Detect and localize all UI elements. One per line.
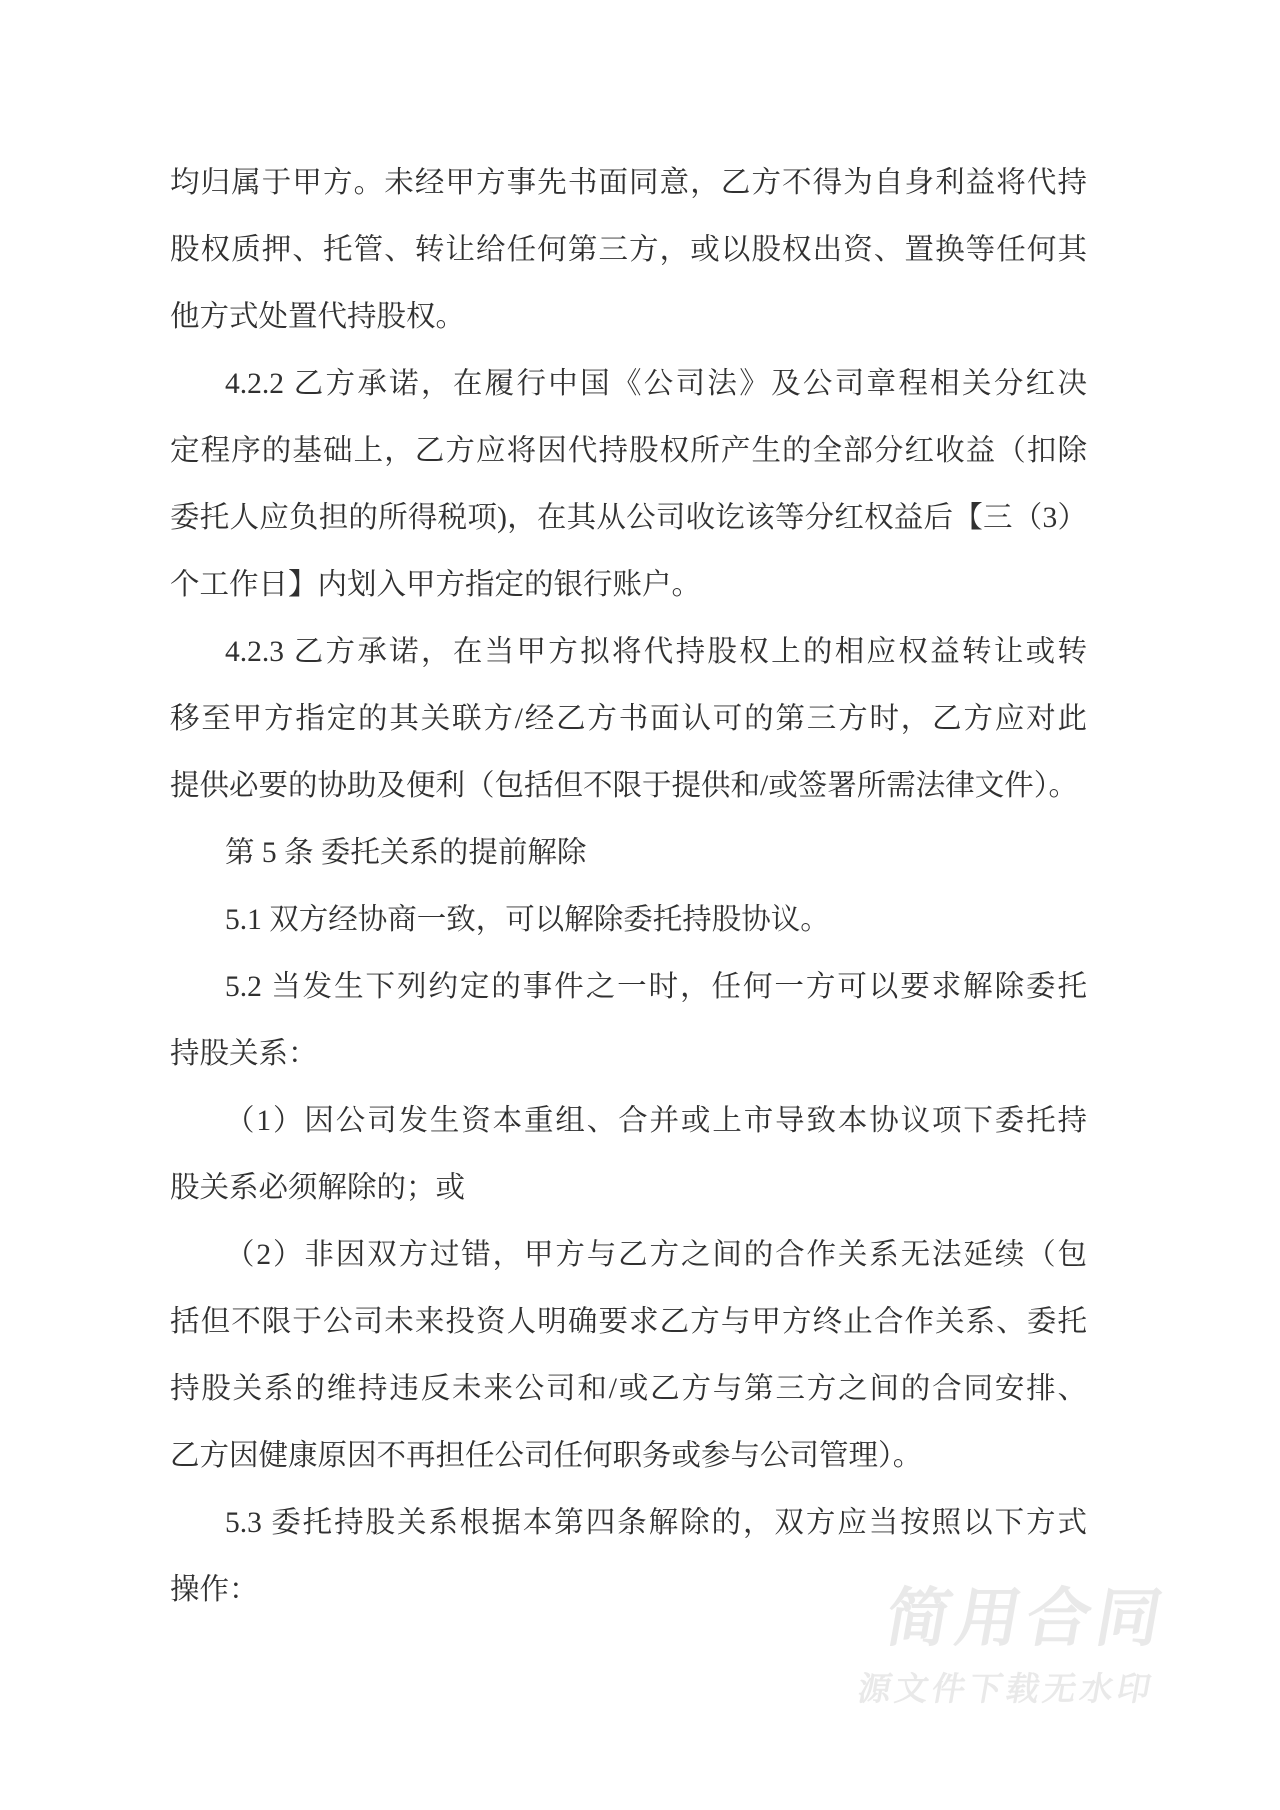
text-line: 均归属于甲方。未经甲方事先书面同意，乙方不得为自身利益将代持 xyxy=(170,167,1087,199)
text-line: 定程序的基础上，乙方应将因代持股权所产生的全部分红收益（扣除 xyxy=(170,435,1087,467)
text-line: 括但不限于公司未来投资人明确要求乙方与甲方终止合作关系、委托 xyxy=(170,1306,1087,1338)
text-line: 持股关系： xyxy=(170,1038,318,1070)
document-body xyxy=(170,150,1087,1624)
watermark-subtitle: 源文件下载无水印 xyxy=(855,1670,1158,1707)
text-line item-1: （1）因公司发生资本重组、合并或上市导致本协议项下委托持 xyxy=(225,1105,1087,1137)
text-line: 个工作日】内划入甲方指定的银行账户。 xyxy=(170,569,702,601)
text-line clause-4-2-3: 4.2.3 乙方承诺，在当甲方拟将代持股权上的相应权益转让或转 xyxy=(225,636,1087,668)
text-line clause-5-3: 5.3 委托持股关系根据本第四条解除的，双方应当按照以下方式 xyxy=(225,1507,1087,1539)
text-line: 股权质押、托管、转让给任何第三方，或以股权出资、置换等任何其 xyxy=(170,234,1087,266)
text-line: 他方式处置代持股权。 xyxy=(170,301,466,333)
text-line clause-5-1: 5.1 双方经协商一致，可以解除委托持股协议。 xyxy=(225,904,830,936)
watermark xyxy=(855,1582,1174,1707)
text-line item-2: （2）非因双方过错，甲方与乙方之间的合作关系无法延续（包 xyxy=(225,1239,1087,1271)
text-line: 移至甲方指定的其关联方/经乙方书面认可的第三方时，乙方应对此 xyxy=(170,703,1087,735)
text-line: 乙方因健康原因不再担任公司任何职务或参与公司管理）。 xyxy=(170,1440,923,1472)
text-line clause-4-2-2: 4.2.2 乙方承诺，在履行中国《公司法》及公司章程相关分红决 xyxy=(225,368,1087,400)
text-line clause-5-2: 5.2 当发生下列约定的事件之一时，任何一方可以要求解除委托 xyxy=(225,971,1087,1003)
text-line article-5-heading: 第 5 条 委托关系的提前解除 xyxy=(225,837,587,869)
text-line: 持股关系的维持违反未来公司和/或乙方与第三方之间的合同安排、 xyxy=(170,1373,1087,1405)
text-line: 提供必要的协助及便利（包括但不限于提供和/或签署所需法律文件）。 xyxy=(170,770,1078,802)
text-line: 股关系必须解除的；或 xyxy=(170,1172,466,1204)
text-line: 委托人应负担的所得税项)，在其从公司收讫该等分红权益后【三（3） xyxy=(170,502,1087,534)
watermark-title: 简用合同 xyxy=(880,1582,1174,1654)
text-line: 操作： xyxy=(170,1574,259,1606)
